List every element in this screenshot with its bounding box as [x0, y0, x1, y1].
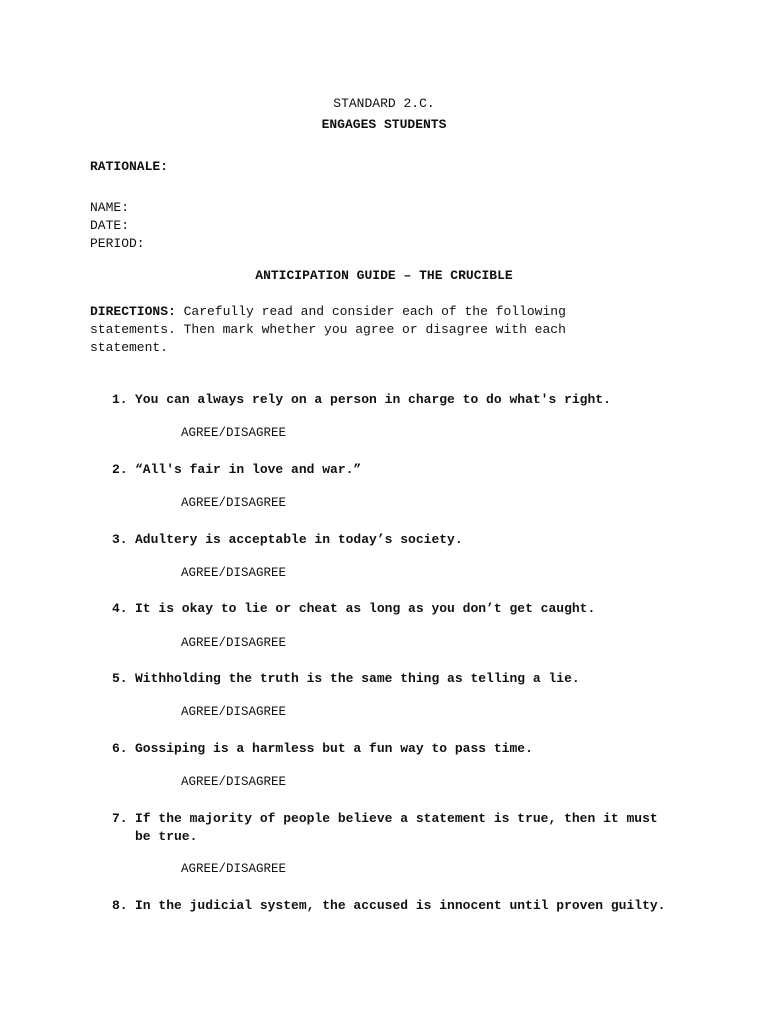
statement-number: 2.: [112, 462, 128, 477]
agree-disagree-option: AGREE/DISAGREE: [181, 775, 287, 789]
statement-text: In the judicial system, the accused is innocent until proven guilty.: [135, 898, 666, 913]
period-field-label: PERIOD:: [90, 236, 145, 251]
standard-heading: STANDARD 2.C.: [333, 96, 435, 111]
statement-number: 4.: [112, 601, 128, 616]
statement-item: [112, 391, 672, 409]
statement-number: 1.: [112, 392, 128, 407]
agree-disagree-option: AGREE/DISAGREE: [181, 426, 287, 440]
agree-disagree-option: AGREE/DISAGREE: [181, 862, 287, 876]
statement-number: 8.: [112, 898, 128, 913]
statement-text: You can always rely on a person in charge to do what's right.: [135, 392, 611, 407]
statement-text: If the majority of people believe a statement is true, then it must be true.: [135, 811, 658, 844]
statement-text: Adultery is acceptable in today’s society.: [135, 532, 463, 547]
agree-disagree-option: AGREE/DISAGREE: [181, 636, 287, 650]
statement-item: [112, 810, 672, 845]
directions-text: Carefully read and consider each of the following statements. Then mark whether you agree or disagree with each statement.: [90, 304, 566, 355]
name-field-label: NAME:: [90, 200, 130, 215]
statement-item: [112, 461, 672, 479]
statement-text: “All's fair in love and war.”: [135, 462, 362, 477]
statement-item: [112, 600, 672, 618]
statement-text: Withholding the truth is the same thing as telling a lie.: [135, 671, 580, 686]
statement-item: [112, 740, 672, 758]
statement-item: [112, 670, 672, 688]
agree-disagree-option: AGREE/DISAGREE: [181, 705, 287, 719]
statement-text: It is okay to lie or cheat as long as you don’t get caught.: [135, 601, 596, 616]
statement-number: 3.: [112, 532, 128, 547]
date-field-label: DATE:: [90, 218, 130, 233]
statement-number: 6.: [112, 741, 128, 756]
directions-paragraph: [90, 303, 630, 357]
statement-number: 5.: [112, 671, 128, 686]
guide-title: ANTICIPATION GUIDE – THE CRUCIBLE: [255, 268, 513, 283]
statement-item: [112, 531, 672, 549]
subtitle-heading: ENGAGES STUDENTS: [321, 117, 447, 132]
agree-disagree-option: AGREE/DISAGREE: [181, 496, 287, 510]
rationale-label: RATIONALE:: [90, 159, 169, 174]
agree-disagree-option: AGREE/DISAGREE: [181, 566, 287, 580]
statement-text: Gossiping is a harmless but a fun way to pass time.: [135, 741, 533, 756]
statement-number: 7.: [112, 811, 128, 826]
statement-item: [112, 897, 672, 915]
directions-label: DIRECTIONS:: [90, 304, 176, 319]
